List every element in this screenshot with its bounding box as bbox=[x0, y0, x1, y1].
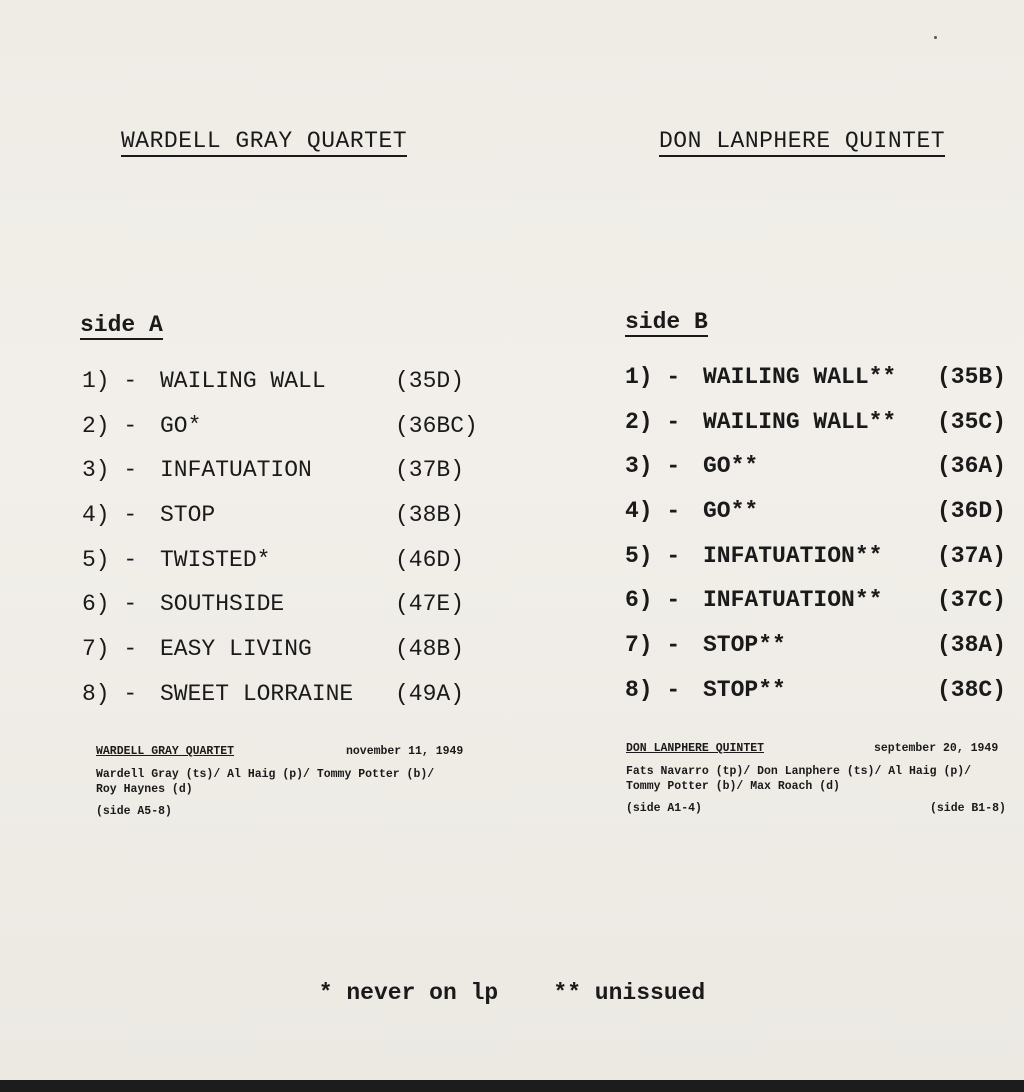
track-number: 7) - bbox=[82, 636, 138, 663]
track-title: EASY LIVING bbox=[160, 636, 312, 663]
track-title: WAILING WALL bbox=[160, 368, 326, 394]
track-number: 5) - bbox=[82, 546, 138, 573]
credits-left-line1: Wardell Gray (ts)/ Al Haig (p)/ Tommy Potter (b)/ bbox=[96, 768, 435, 781]
track-title: WAILING WALL** bbox=[703, 364, 897, 390]
track-matrix-code: (35C) bbox=[937, 408, 1007, 435]
track-title: SOUTHSIDE bbox=[160, 591, 285, 618]
footnote-legend: * never on lp ** unissued bbox=[318, 980, 706, 1006]
track-matrix-code: (37C) bbox=[937, 587, 1007, 614]
credits-left-band: WARDELL GRAY QUARTET bbox=[96, 745, 235, 758]
track-number: 8) - bbox=[82, 680, 138, 707]
track-matrix-code: (36A) bbox=[937, 453, 1007, 480]
track-title: INFATUATION** bbox=[703, 587, 883, 614]
track-matrix-code: (36BC) bbox=[395, 412, 478, 439]
track-matrix-code: (37B) bbox=[395, 457, 465, 484]
credits-left-sides: (side A5-8) bbox=[96, 805, 172, 818]
track-matrix-code: (49A) bbox=[395, 680, 465, 707]
side-a-title: side A bbox=[80, 312, 163, 338]
track-number: 6) - bbox=[625, 587, 681, 614]
track-number: 3) - bbox=[625, 453, 681, 480]
credits-right-line1: Fats Navarro (tp)/ Don Lanphere (ts)/ Al Haig (p)/ bbox=[626, 765, 972, 778]
track-matrix-code: (38B) bbox=[395, 502, 465, 529]
track-title: INFATUATION bbox=[160, 457, 312, 484]
track-matrix-code: (35B) bbox=[937, 364, 1007, 390]
credits-right-sides-b: (side B1-8) bbox=[930, 802, 1006, 815]
scan-edge bbox=[0, 1080, 1024, 1092]
track-number: 6) - bbox=[82, 591, 138, 618]
track-number: 4) - bbox=[625, 498, 681, 525]
track-matrix-code: (48B) bbox=[395, 636, 465, 663]
credits-left-date: november 11, 1949 bbox=[346, 745, 464, 758]
credits-left bbox=[96, 744, 496, 819]
track-title: GO** bbox=[703, 453, 759, 480]
track-title: STOP** bbox=[703, 632, 786, 659]
heading-don-lanphere-quintet: DON LANPHERE QUINTET bbox=[659, 128, 945, 157]
track-number: 7) - bbox=[625, 632, 681, 659]
track-matrix-code: (36D) bbox=[937, 498, 1007, 525]
track-number: 1) - bbox=[82, 368, 138, 394]
track-matrix-code: (46D) bbox=[395, 546, 465, 573]
track-title: STOP** bbox=[703, 676, 786, 703]
track-number: 2) - bbox=[625, 408, 681, 435]
track-number: 5) - bbox=[625, 542, 681, 569]
track-matrix-code: (38C) bbox=[937, 676, 1007, 703]
track-title: SWEET LORRAINE bbox=[160, 680, 354, 707]
credits-right-sides-a: (side A1-4) bbox=[626, 802, 702, 815]
track-title: GO* bbox=[160, 412, 202, 439]
credits-left-line2: Roy Haynes (d) bbox=[96, 783, 193, 796]
track-title: WAILING WALL** bbox=[703, 408, 897, 435]
track-number: 3) - bbox=[82, 457, 138, 484]
track-title: STOP bbox=[160, 502, 216, 529]
track-matrix-code: (35D) bbox=[395, 368, 465, 394]
credits-right bbox=[626, 741, 1021, 816]
track-title: GO** bbox=[703, 498, 759, 525]
track-matrix-code: (38A) bbox=[937, 632, 1007, 659]
credits-right-date: september 20, 1949 bbox=[874, 742, 999, 755]
track-number: 4) - bbox=[82, 502, 138, 529]
heading-wardell-gray-quartet: WARDELL GRAY QUARTET bbox=[121, 128, 407, 157]
side-b-title: side B bbox=[625, 309, 708, 335]
credits-right-line2: Tommy Potter (b)/ Max Roach (d) bbox=[626, 780, 840, 793]
track-title: TWISTED* bbox=[160, 546, 271, 573]
track-matrix-code: (47E) bbox=[395, 591, 465, 618]
credits-right-band: DON LANPHERE QUINTET bbox=[626, 742, 765, 755]
track-matrix-code: (37A) bbox=[937, 542, 1007, 569]
track-number: 1) - bbox=[625, 364, 681, 390]
track-number: 8) - bbox=[625, 676, 681, 703]
paper-speck bbox=[934, 36, 937, 39]
track-number: 2) - bbox=[82, 412, 138, 439]
track-title: INFATUATION** bbox=[703, 542, 883, 569]
